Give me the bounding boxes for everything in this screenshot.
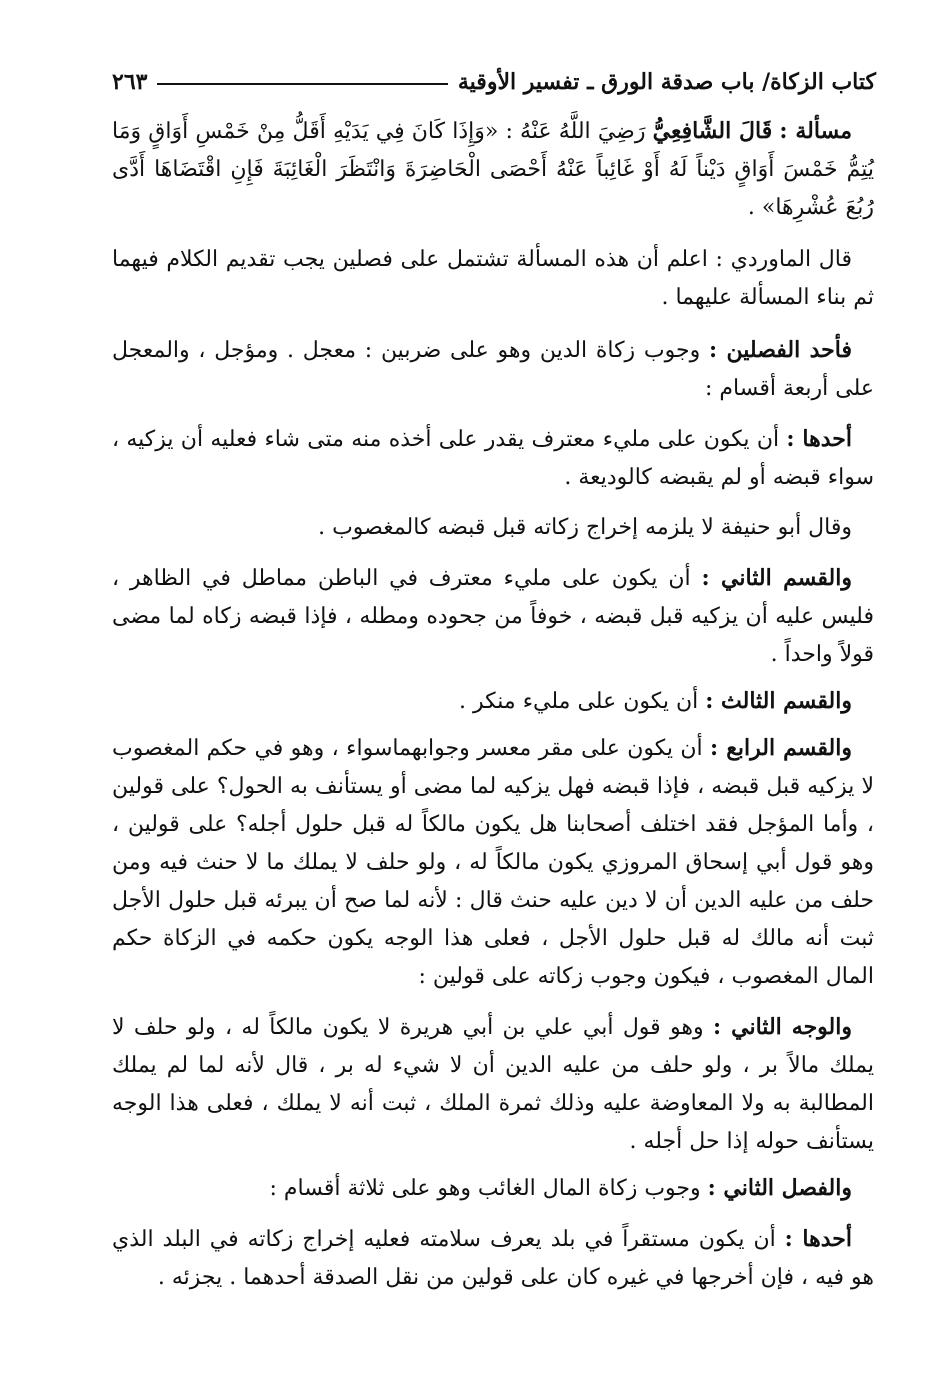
running-header — [112, 62, 876, 102]
paragraph-text: أن يكون على مليء منكر . — [459, 689, 706, 714]
paragraph-absent-first — [112, 1220, 874, 1297]
page-number: ٢٦٣ — [112, 69, 148, 95]
header-rule — [157, 83, 447, 85]
paragraph-text: أن يكون على مليء معترف يقدر على أخذه منه متى شاء فعليه أن يزكيه ، سواء قبضه أو لم يقبضه كالوديعة . — [112, 427, 874, 490]
paragraph-label: والقسم الثاني : — [701, 565, 852, 591]
paragraph-second-aspect — [112, 1008, 874, 1161]
paragraph-label: أحدها : — [786, 426, 852, 452]
paragraph-text: قال الماوردي : اعلم أن هذه المسألة تشتمل على فصلين يجب تقديم الكلام فيهما ثم بناء المسألة عليهما . — [112, 247, 874, 310]
paragraph-label: والفصل الثاني : — [707, 1175, 852, 1201]
shafii-speaker: قَالَ الشَّافِعِيُّ — [652, 118, 773, 144]
paragraph-text: رَضِيَ اللَّهُ عَنْهُ : «وَإِذَا كَانَ فِي يَدَيْهِ أَقَلُّ مِنْ خَمْسِ أَوَاقٍ وَمَا يُتِمُّ خَمْسَ أَوَاقٍ دَيْناً لَهُ أَوْ غَائِباً عَنْهُ أَحْصَى الْحَاضِرَةَ وَانْتَظَرَ الْغَائِبَةَ فَإِنِ اقْتَضَاهَا أَدَّى رُبُعَ عُشْرِهَا» . — [112, 119, 874, 220]
paragraph-third-part — [112, 682, 874, 721]
paragraph-text: وهو قول أبي علي بن أبي هريرة لا يكون مالكاً له ، ولو حلف لا يملك مالاً بر ، ولو حلف من عليه الدين أن لا شيء له بر ، قال لأنه لما لم يملك المطالبة به ولا المعاوضة عليه وذلك ثمرة الملك ، ثبت أنه لا يملك ، فعلى هذا الوجه يستأنف حوله إذا حل أجله . — [112, 1015, 874, 1154]
paragraph-abu-hanifa — [112, 509, 874, 547]
paragraph-label: والقسم الثالث : — [705, 688, 852, 714]
paragraph-text: وجوب زكاة المال الغائب وهو على ثلاثة أقسام : — [269, 1176, 708, 1201]
paragraph-text: وجوب زكاة الدين وهو على ضربين : معجل . ومؤجل ، والمعجل على أربعة أقسام : — [112, 338, 874, 401]
paragraph-masala — [112, 112, 874, 227]
paragraph-text: أن يكون على مليء معترف في الباطن مماطل في الظاهر ، فليس عليه أن يزكيه قبل قبضه ، خوفاً من جحوده ومطله ، فإذا قبضه زكاه لما مضى قولاً واحداً . — [112, 566, 874, 667]
masala-label: مسألة : — [779, 118, 852, 144]
paragraph-label: والوجه الثاني : — [713, 1014, 852, 1040]
paragraph-label: والقسم الرابع : — [710, 735, 852, 761]
paragraph-text: أن يكون مستقراً في بلد يعرف سلامته فعليه إخراج زكاته في البلد الذي هو فيه ، فإن أخرجها في غيره كان على قولين من نقل الصدقة أحدهما . يجزئه . — [112, 1227, 874, 1290]
paragraph-text: وقال أبو حنيفة لا يلزمه إخراج زكاته قبل قبضه كالمغصوب . — [318, 515, 852, 540]
paragraph-label: أحدها : — [784, 1226, 852, 1252]
paragraph-second-section — [112, 1169, 874, 1208]
paragraph-mawardi — [112, 241, 874, 317]
paragraph-second-part — [112, 559, 874, 674]
page-body — [112, 112, 874, 1297]
paragraph-text: أن يكون على مقر معسر وجوابهماسواء ، وهو في حكم المغصوب لا يزكيه قبل قبضه ، فإذا قبضه فهل يزكيه لما مضى أو يستأنف به الحول؟ على قولين ، وأما المؤجل فقد اختلف أصحابنا هل يكون مالكاً له قبل حلول أجله؟ على قولين ، وهو قول أبي إسحاق المروزي يكون مالكاً له ، ولو حلف لا يملك ما لا حنث فيه ومن حلف من عليه الدين أن لا دين عليه حنث قال : لأنه لما صح أن يبرئه قبل حلول الأجل ثبت أنه مالك له قبل حلول الأجل ، فعلى هذا الوجه يكون حكمه في الزكاة حكم المال المغصوب ، فيكون وجوب زكاته على قولين : — [112, 736, 874, 989]
paragraph-first-part — [112, 420, 874, 497]
paragraph-fourth-part — [112, 729, 874, 996]
paragraph-first-section — [112, 331, 874, 408]
header-title: كتاب الزكاة/ باب صدقة الورق ـ تفسير الأوقية — [457, 69, 876, 95]
paragraph-label: فأحد الفصلين : — [708, 337, 852, 363]
